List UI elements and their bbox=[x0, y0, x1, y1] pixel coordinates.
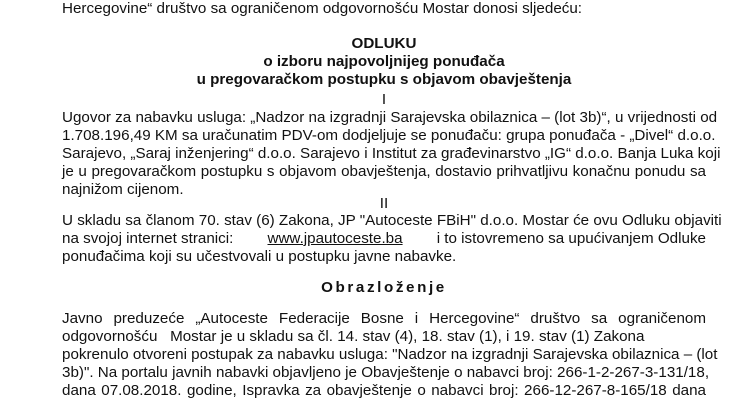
reasoning-line-3: pokrenulo otvoreni postupak za nabavku usluga: "Nadzor na izgradnji Sarajevska obilaznica – (lot bbox=[62, 346, 718, 363]
header-line: Hercegovine“ društvo sa ograničenom odgovornošću Mostar donosi sljedeću: bbox=[62, 0, 583, 17]
reasoning-line-1: Javno preduzeće „Autoceste Federacije Bosne i Hercegovine“ društvo sa ograničenom bbox=[62, 310, 706, 327]
website-link[interactable]: www.jpautoceste.ba bbox=[267, 230, 403, 247]
section-2-line-1: U skladu sa članom 70. stav (6) Zakona, JP "Autoceste FBiH" d.o.o. Mostar će ovu Odluku objaviti bbox=[62, 212, 722, 229]
section-1-line-1: Ugovor za nabavku usluga: „Nadzor na izgradnji Sarajevska obilaznica – (lot 3b)“, u vrijednosti od bbox=[62, 109, 718, 126]
section-2-line-2-end: i to istovremeno sa upućivanjem Odluke bbox=[436, 230, 706, 247]
reasoning-heading: Obrazloženje bbox=[321, 279, 447, 296]
section-1-line-3: Sarajevo, „Saraj inženjering“ d.o.o. Sarajevo i Institut za građevinarstvo „IG“ d.o.o. Banja Luka koji bbox=[62, 145, 721, 162]
decision-subtitle-1: o izboru najpovoljnijeg ponuđača bbox=[263, 53, 505, 70]
decision-subtitle-2: u pregovaračkom postupku s objavom obavještenja bbox=[196, 71, 572, 88]
reasoning-line-2: odgovornošću Mostar je u skladu sa čl. 14. stav (4), 18. stav (1), i 19. stav (1) Zakona bbox=[62, 328, 645, 345]
section-number-1: I bbox=[381, 91, 387, 108]
section-number-2: II bbox=[379, 195, 389, 212]
section-2-line-3: ponuđačima koji su učestvovali u postupku javne nabavke. bbox=[62, 248, 457, 265]
section-2-line-2-start: na svojoj internet stranici: bbox=[62, 230, 234, 247]
reasoning-line-4: 3b)". Na portalu javnih nabavki objavljeno je Obavještenje o nabavci broj: 266-1-2-267-3-131/18, bbox=[62, 364, 710, 381]
section-1-line-5: najnižom cijenom. bbox=[62, 181, 184, 198]
section-1-line-2: 1.708.196,49 KM sa uračunatim PDV-om dodjeljuje se ponuđaču: grupa ponuđača - „Divel“ d.o.o. bbox=[62, 127, 716, 144]
section-2-line-2 bbox=[62, 230, 706, 248]
reasoning-line-5: dana 07.08.2018. godine, Ispravka za obavještenje o nabavci broj: 266-12-267-8-165/18 dana bbox=[62, 382, 706, 399]
section-1-line-4: je u pregovaračkom postupku s objavom obavještenja, dostavio prihvatljivu konačnu ponudu sa bbox=[62, 163, 706, 180]
decision-title: ODLUKU bbox=[351, 35, 417, 52]
